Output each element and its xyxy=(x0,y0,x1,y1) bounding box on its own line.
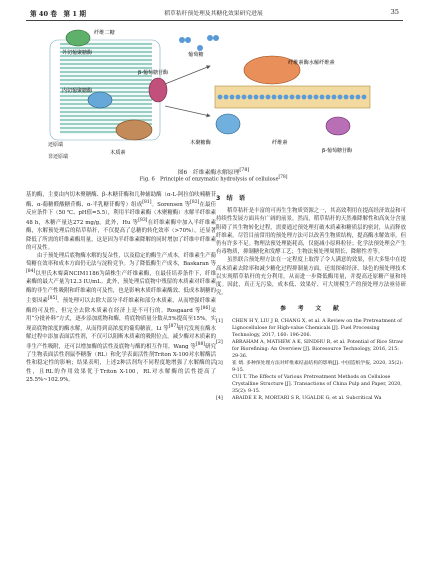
paragraph: 由于预处理后底物酶水解的复杂性，以及稳定的酶生产成本，纤维素生产葡萄糖在效率和成本方面仍无法与淀粉竞争。为了降低酶生产成本，Baskaran 等[84]以里氏木霉菌NCIM1186为菌株生产纤维素酶，在最佳培养条件下，纤维素酶的最大产量为12.3 IU/mL。此外，预处理后底物中残留的木质素对纤维素酶的非生产性吸附和纤维素的可及性，也是影响木质纤维素酶效、低成本制糖的主要因素[85]。预处理可以去除大部分半纤维素和部分木质素，从而增强纤维素酶的可及性，但完全去除木质素在经济上是不可行的。Rosgaard 等[86]采用“分批补料”方式，逐步添加底物和酶，将底物质量分数从5%提高至15%，实现高底物浓度的酶水解，从而得到高浓度的葡萄糖液。Li 等[87]研究发现在酶水解过程中添加表面活性剂，不仅可以阻断木质素的吸附位点，减少酶对木质素的非生产性吸附，还可以增加酶的活性及底物与酶的相互作用。Wang 等[88]研究了生物表面活性剂鼠李糖脂（RL）和化学表面活性剂Triton X-100对水解酶活性和稳定性的影响；结果表明，上述2种活剂均不同程度地增强了水解酶的活性，且RL的作用效果优于Triton X-100，RL对水解酶的活性提高了25.5%~102.9%。 xyxy=(26,253,216,383)
reference-item: [4] ABAIDE E R, MORTARI S R, UGALDE G, et al. Subcritical Wa xyxy=(216,395,382,401)
figure-caption-cn: 图6 纤维素酶水解原理[78] xyxy=(177,168,250,176)
reference-item: [3] 崔 婧. 多种预处理方法对纤维素结晶结构的影响[J]. 中国造纸学报, 2020, 35(2): 9-15. xyxy=(216,360,403,373)
lignin-blob xyxy=(116,120,152,140)
label-glucose: 葡萄糖 xyxy=(188,52,204,58)
figure-caption-en: Fig. 6 Principle of enzymatic hydrolysis of cellulose[78] xyxy=(139,175,288,183)
reference-item: CUI T. The Effects of Various Pretreatment Methods on Cellulose Crystalline Structure [J]. Transactions of China Pulp and Paper, 2020, 35(2): 9-15. xyxy=(232,374,402,394)
bglu-enzyme-left xyxy=(149,78,167,102)
glucose-dimers xyxy=(179,35,219,51)
references-list xyxy=(216,318,406,402)
label-nonreducing: 非还原端 xyxy=(48,154,69,160)
label-cellulose-hydrolysis: 纤维素酶水解纤维素 xyxy=(288,60,335,66)
paragraph: 基的酶，主要由内切木聚糖酶、β-木糖苷酶和几种辅助酶（α-L-阿拉伯呋喃糖苷酶、α-葡糖醛酸糖苷酶、α-半乳糖苷酶等）组成[81]。Sorensen 等[82]在最佳反应条件下（50 ℃、pH值=5.5），利用半纤维素酶（木聚糖酶）水解半纤维素48 h，木糖产量达272 mg/g。此外，Hu 等[83]在纤维素酶中加入半纤维素酶，水解预处理后的秸草秸秆，不仅提高了总糖的转化效率（>70%），还显著降低了所需的纤维素酶用量，这是因为半纤维素降解的同时增加了纤维中纤维素的可及性。 xyxy=(26,192,216,251)
page-number: 35 xyxy=(390,8,399,16)
egl-enzyme-left xyxy=(88,92,112,108)
left-column xyxy=(26,191,216,384)
reference-item: [1] CHEN H Y, LIU J B, CHANG X, et al. A Review on the Pretreatment of Lignocellulose for High-value Chemicals [J]. Fuel Processing Technology, 2017, 160: 196-206. xyxy=(216,318,402,338)
cbh-enzyme xyxy=(66,30,90,46)
label-bxyl: β-葡萄糖苷酶 xyxy=(322,148,352,154)
references-heading: 参 考 文 献 xyxy=(280,306,342,313)
label-reducing: 还原端 xyxy=(48,142,64,148)
paragraph: 虽然联合预处理方法在一定程度上取得了令人满意的效果，但大多集中在提高木质素去除率和减少糖化过程抑制量方面，还需探索经济、绿色的预处理技术以实现稻草秸秆的充分利用，从而进一步降低酶用量，并提高还原糖产量和纯度。因此，真正无污染，成本低、效果好、可大规模生产的预处理方法亟待研究。 xyxy=(216,257,406,297)
reference-item: [2] ABRAHAM A, MATHEW A K, SINDHU R, et al. Potential of Rice Straw for Biorefining: An Overview [J]. Bioresource Technology, 2016, 215: 29-36. xyxy=(216,339,404,359)
volume-issue: 第 40 卷 第 1 期 xyxy=(30,10,86,18)
label-hemicellulose: 纤维素 xyxy=(272,140,288,146)
label-bglu: β-葡萄糖苷酶 xyxy=(138,70,168,76)
label-egl: 内切葡聚糖酶 xyxy=(62,88,93,94)
running-title: 稻草秸秆预处理及其糖化效果研究进展 xyxy=(164,11,263,17)
label-cbh: 外切葡聚糖酶 xyxy=(62,50,93,56)
paragraph: 稻草秸秆是丰富的可再生生物质资源之一，其高效利用在提高经济效益和可持续性发展方面具有广阔的前景。然而，稻草秸秆的天然难降解性和高灰分含量阻碍了其生物转化过程，需要通过预处理打破木质素和糖质层的密封，从而释放纤维素。尽管目前常用的预处理方法可以改善生物质结构，提高酶水解效率，但仍有许多不足。物理法预处理能耗高，仅能减小原料粒径；化学法预处理会产生有毒物质，抑制糖化和发酵工艺；生物法预处理周期长、降解性差等。 xyxy=(216,208,406,256)
label-xylanase: 木聚糖酶 xyxy=(190,140,211,146)
enzymatic-hydrolysis-figure xyxy=(40,26,390,166)
section-heading: 3 结 语 xyxy=(216,195,246,202)
label-exo: 纤维二糖 xyxy=(94,30,115,36)
header-rule xyxy=(26,20,403,21)
label-microfibril: 木质素 xyxy=(110,150,126,156)
fibril-diagram xyxy=(215,56,370,135)
right-column xyxy=(216,191,406,402)
